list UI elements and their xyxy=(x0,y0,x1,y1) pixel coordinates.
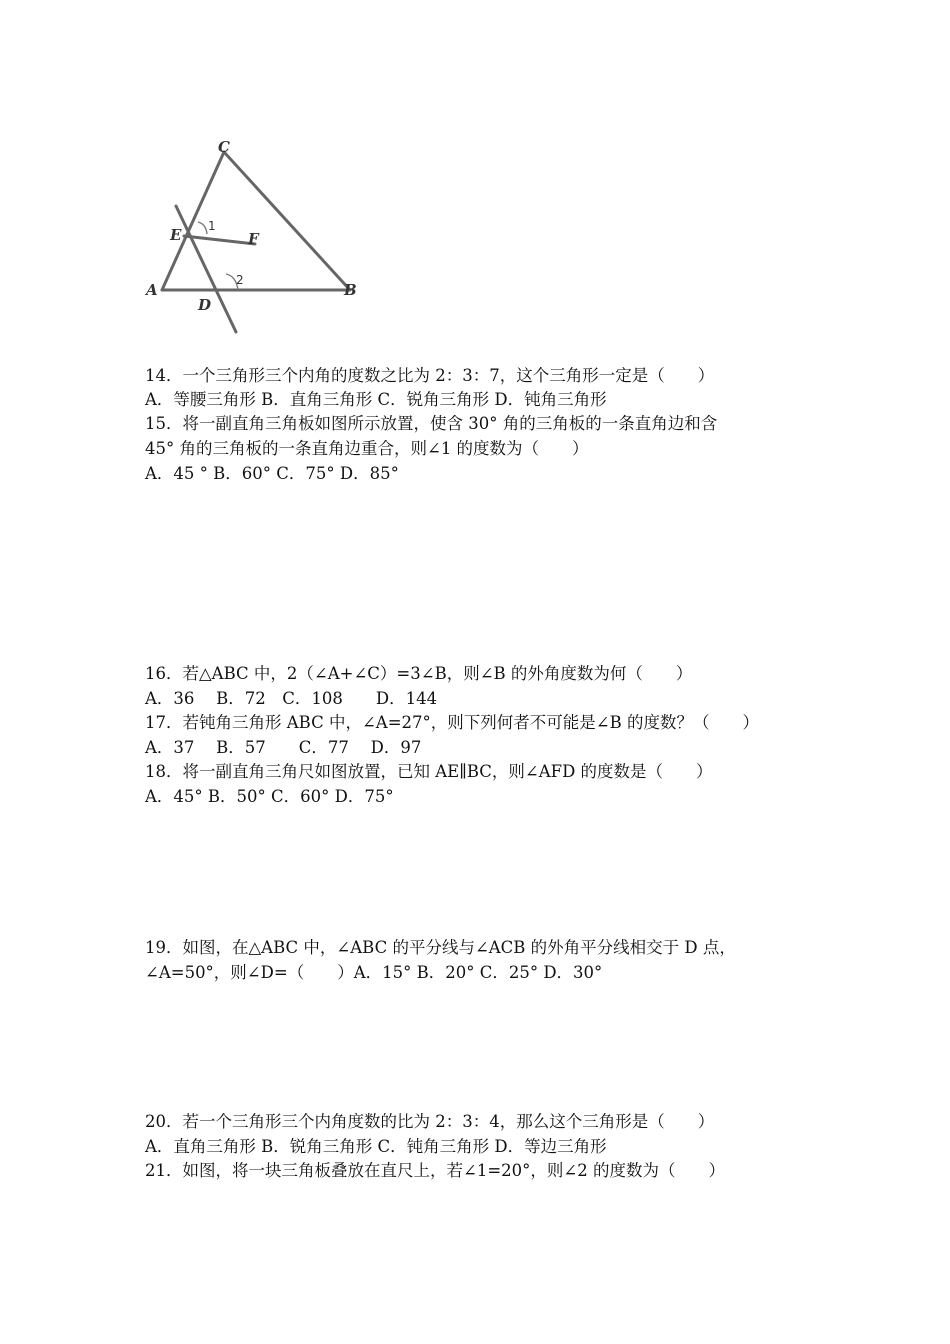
question-18-options: A．45° B．50° C．60° D．75° xyxy=(145,787,394,806)
label-E: E xyxy=(170,226,182,244)
label-angle-2: 2 xyxy=(236,273,244,287)
question-14-stem: 14．一个三角形三个内角的度数之比为 2：3：7，这个三角形一定是（ ） xyxy=(145,366,715,385)
label-angle-1: 1 xyxy=(208,219,216,233)
segment-CB xyxy=(224,152,350,290)
question-16-options: A．36 B．72 C．108 D．144 xyxy=(145,689,438,708)
label-A: A xyxy=(146,281,158,299)
label-D: D xyxy=(198,296,212,314)
geometry-figure xyxy=(140,138,370,338)
label-B: B xyxy=(344,281,357,299)
question-16-stem: 16．若△ABC 中，2（∠A+∠C）=3∠B，则∠B 的外角度数为何（ ） xyxy=(145,664,693,683)
question-17-options: A．37 B．57 C．77 D．97 xyxy=(145,738,422,757)
label-F: F xyxy=(248,230,259,248)
question-19-stem-line2: ∠A=50°，则∠D=（ ）A．15° B．20° C．25° D．30° xyxy=(145,963,603,982)
question-17-stem: 17．若钝角三角形 ABC 中，∠A=27°，则下列何者不可能是∠B 的度数？（ ） xyxy=(145,713,759,732)
question-19-stem-line1: 19．如图，在△ABC 中，∠ABC 的平分线与∠ACB 的外角平分线相交于 D 点， xyxy=(145,938,736,957)
label-C: C xyxy=(218,138,230,156)
angle-1-arc xyxy=(198,222,207,234)
question-15-options: A．45 ° B．60° C．75° D．85° xyxy=(145,464,399,483)
question-21-stem: 21．如图，将一块三角板叠放在直尺上，若∠1=20°，则∠2 的度数为（ ） xyxy=(145,1161,725,1180)
question-15-stem-line1: 15．将一副直角三角板如图所示放置，使含 30° 角的三角板的一条直角边和含 xyxy=(145,414,718,433)
question-20-options: A．直角三角形 B．锐角三角形 C．钝角三角形 D．等边三角形 xyxy=(145,1137,607,1156)
question-15-stem-line2: 45° 角的三角板的一条直角边重合，则∠1 的度数为（ ） xyxy=(145,439,589,458)
question-14-options: A．等腰三角形 B．直角三角形 C．锐角三角形 D．钝角三角形 xyxy=(145,390,607,409)
question-18-stem: 18．将一副直角三角尺如图放置，已知 AE∥BC，则∠AFD 的度数是（ ） xyxy=(145,762,713,781)
question-20-stem: 20．若一个三角形三个内角度数的比为 2：3：4，那么这个三角形是（ ） xyxy=(145,1112,715,1131)
